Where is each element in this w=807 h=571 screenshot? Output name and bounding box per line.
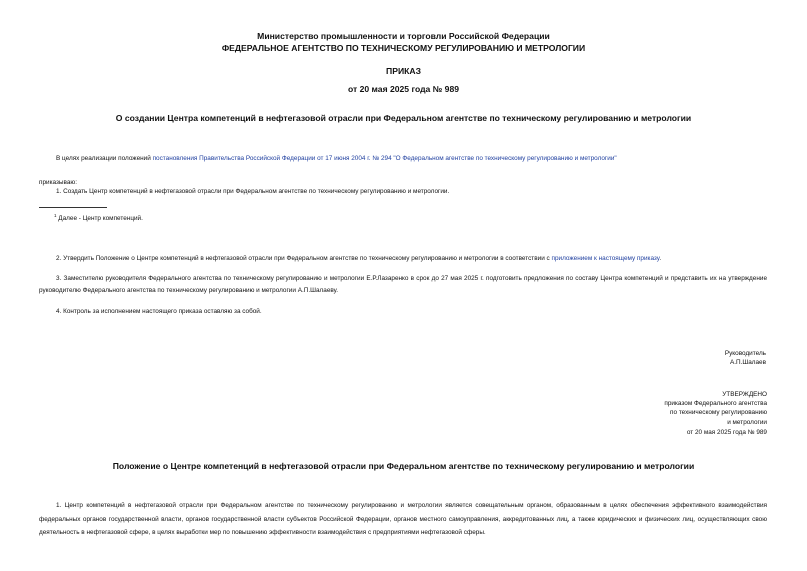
signature-position: Руководитель <box>724 350 766 357</box>
approval-line-2: приказом Федерального агентства <box>664 400 767 407</box>
approval-line-4: и метрологии <box>727 419 767 426</box>
approval-line-5: от 20 мая 2025 года № 989 <box>686 429 767 436</box>
approval-line-3: по техническому регулированию <box>670 409 767 416</box>
order-item-1: 1. Создать Центр компетенций в нефтегазовой отрасли при Федеральном агентстве по техническому регулированию и метрологии. <box>56 188 450 195</box>
order-title: О создании Центра компетенций в нефтегазовой отрасли при Федеральном агентстве по техническому регулированию и метрологии <box>115 113 692 123</box>
appendix-link[interactable]: приложением к настоящему приказу <box>551 255 660 262</box>
order-item-2 <box>56 254 661 263</box>
footnote <box>54 211 143 223</box>
agency-heading: ФЕДЕРАЛЬНОЕ АГЕНТСТВО ПО ТЕХНИЧЕСКОМУ РЕГУЛИРОВАНИЮ И МЕТРОЛОГИИ <box>221 43 586 53</box>
preamble <box>56 154 617 163</box>
order-item-2-end: . <box>659 255 662 262</box>
signature-name: А.П.Шалаев <box>729 359 766 366</box>
order-item-2-text: 2. Утвердить Положение о Центре компетенций в нефтегазовой отрасли при Федеральном агентстве по техническому регулированию и метрологии в соответствии с <box>56 255 552 262</box>
government-decree-link[interactable]: постановления Правительства Российской Федерации от 17 июня 2004 г. № 294 "О Федеральном агентстве по техническому регулированию и метрологии" <box>152 155 617 162</box>
ministry-heading: Министерство промышленности и торговли Российской Федерации <box>257 31 550 41</box>
approval-line-1: УТВЕРЖДЕНО <box>722 391 767 398</box>
regulation-title: Положение о Центре компетенций в нефтегазовой отрасли при Федеральном агентстве по техническому регулированию и метрологии <box>112 461 695 471</box>
doc-date-number: от 20 мая 2025 года № 989 <box>347 84 460 94</box>
footnote-text: Далее - Центр компетенций. <box>58 215 143 223</box>
order-item-3: 3. Заместителю руководителя Федерального агентства по техническому регулированию и метрологии Е.Р.Лазаренко в срок до 27 мая 2025 г. подготовить предложения по составу Центра компетенций и представить их на утверждение руководителю Федерального агентства по техническому регулированию и метрологии А.П.Шалаеву. <box>39 275 767 294</box>
regulation-item-1: 1. Центр компетенций в нефтегазовой отрасли при Федеральном агентстве по техническому регулированию и метрологии является совещательным органом, образованным в целях обеспечения эффективного взаимодействия федеральных органов государственной власти, органов государственной власти субъектов Российской Федерации, органов местного самоуправления, аккредитованных лиц, а также юридических и физических лиц, осуществляющих свою деятельность в нефтегазовой сфере, в целях выработки мер по повышению эффективности взаимодействия с предприятиями нефтегазовой сферы. <box>39 502 767 536</box>
order-word: приказываю: <box>39 179 77 186</box>
footnote-separator <box>39 207 107 208</box>
footnote-mark: 1 <box>54 213 57 218</box>
order-item-4: 4. Контроль за исполнением настоящего приказа оставляю за собой. <box>56 308 262 315</box>
preamble-lead: В целях реализации положений <box>56 155 153 162</box>
doc-type-heading: ПРИКАЗ <box>386 66 421 76</box>
